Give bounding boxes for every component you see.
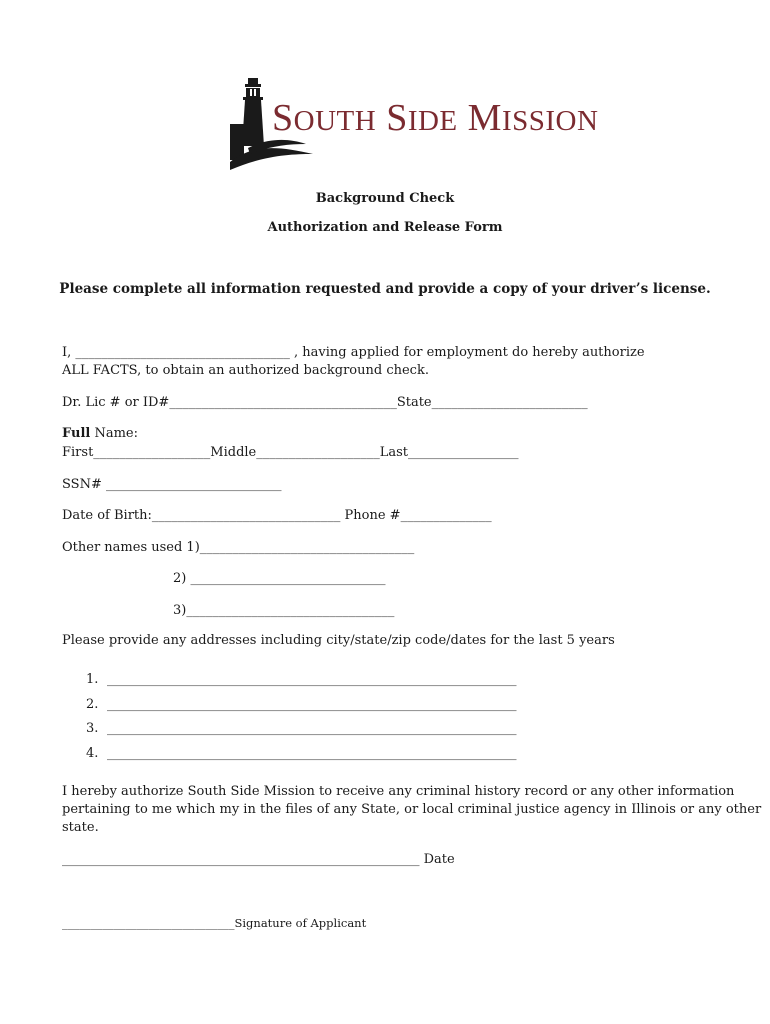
form-title: Background Check	[315, 191, 455, 206]
address-line: _______________________________________________________________	[107, 672, 517, 687]
address-line: _______________________________________________________________	[107, 697, 517, 712]
logo-wordmark: SOUTH SIDE MISSION	[272, 97, 599, 139]
signature-line: ______________________________	[62, 916, 235, 930]
dob-phone-fields: Date of Birth:_____________________________ Phone #______________	[62, 508, 492, 523]
ssn-field: SSN# ___________________________	[62, 477, 282, 492]
other-names-1: Other names used 1)_________________________________	[62, 540, 415, 555]
full-name-bold: Full	[62, 426, 91, 441]
full-name-rest: Name:	[90, 426, 139, 441]
other-names-2: 2) ______________________________	[173, 571, 386, 586]
consent-line-2: pertaining to me which my in the files of any State, or local criminal justice agency in Illinois or any other	[62, 802, 762, 817]
consent-line-1: I hereby authorize South Side Mission to receive any criminal history record or any other information	[62, 784, 735, 799]
form-instruction: Please complete all information requested and provide a copy of your driver’s license.	[59, 281, 711, 297]
name-fields: First__________________Middle___________________Last_________________	[62, 445, 519, 460]
signature-label: Signature of Applicant	[234, 916, 367, 930]
address-number: 1.	[86, 672, 99, 687]
authorization-line-1: I, _________________________________ , having applied for employment do hereby authorize	[62, 345, 645, 360]
addresses-prompt: Please provide any addresses including city/state/zip code/dates for the last 5 years	[62, 633, 615, 648]
date-field: _______________________________________________________ Date	[62, 852, 455, 867]
address-number: 2.	[86, 697, 99, 712]
address-line: _______________________________________________________________	[107, 721, 517, 736]
address-line: _______________________________________________________________	[107, 746, 517, 761]
south-side-mission-logo	[228, 74, 608, 174]
address-number: 3.	[86, 721, 99, 736]
license-id-field: Dr. Lic # or ID#___________________________________State________________________	[62, 395, 588, 410]
other-names-3: 3)________________________________	[173, 603, 395, 618]
consent-line-3: state.	[62, 820, 99, 835]
form-subtitle: Authorization and Release Form	[267, 220, 503, 235]
authorization-line-2: ALL FACTS, to obtain an authorized background check.	[62, 363, 429, 378]
address-number: 4.	[86, 746, 99, 761]
full-name-label	[62, 425, 138, 443]
signature-field	[62, 914, 366, 932]
